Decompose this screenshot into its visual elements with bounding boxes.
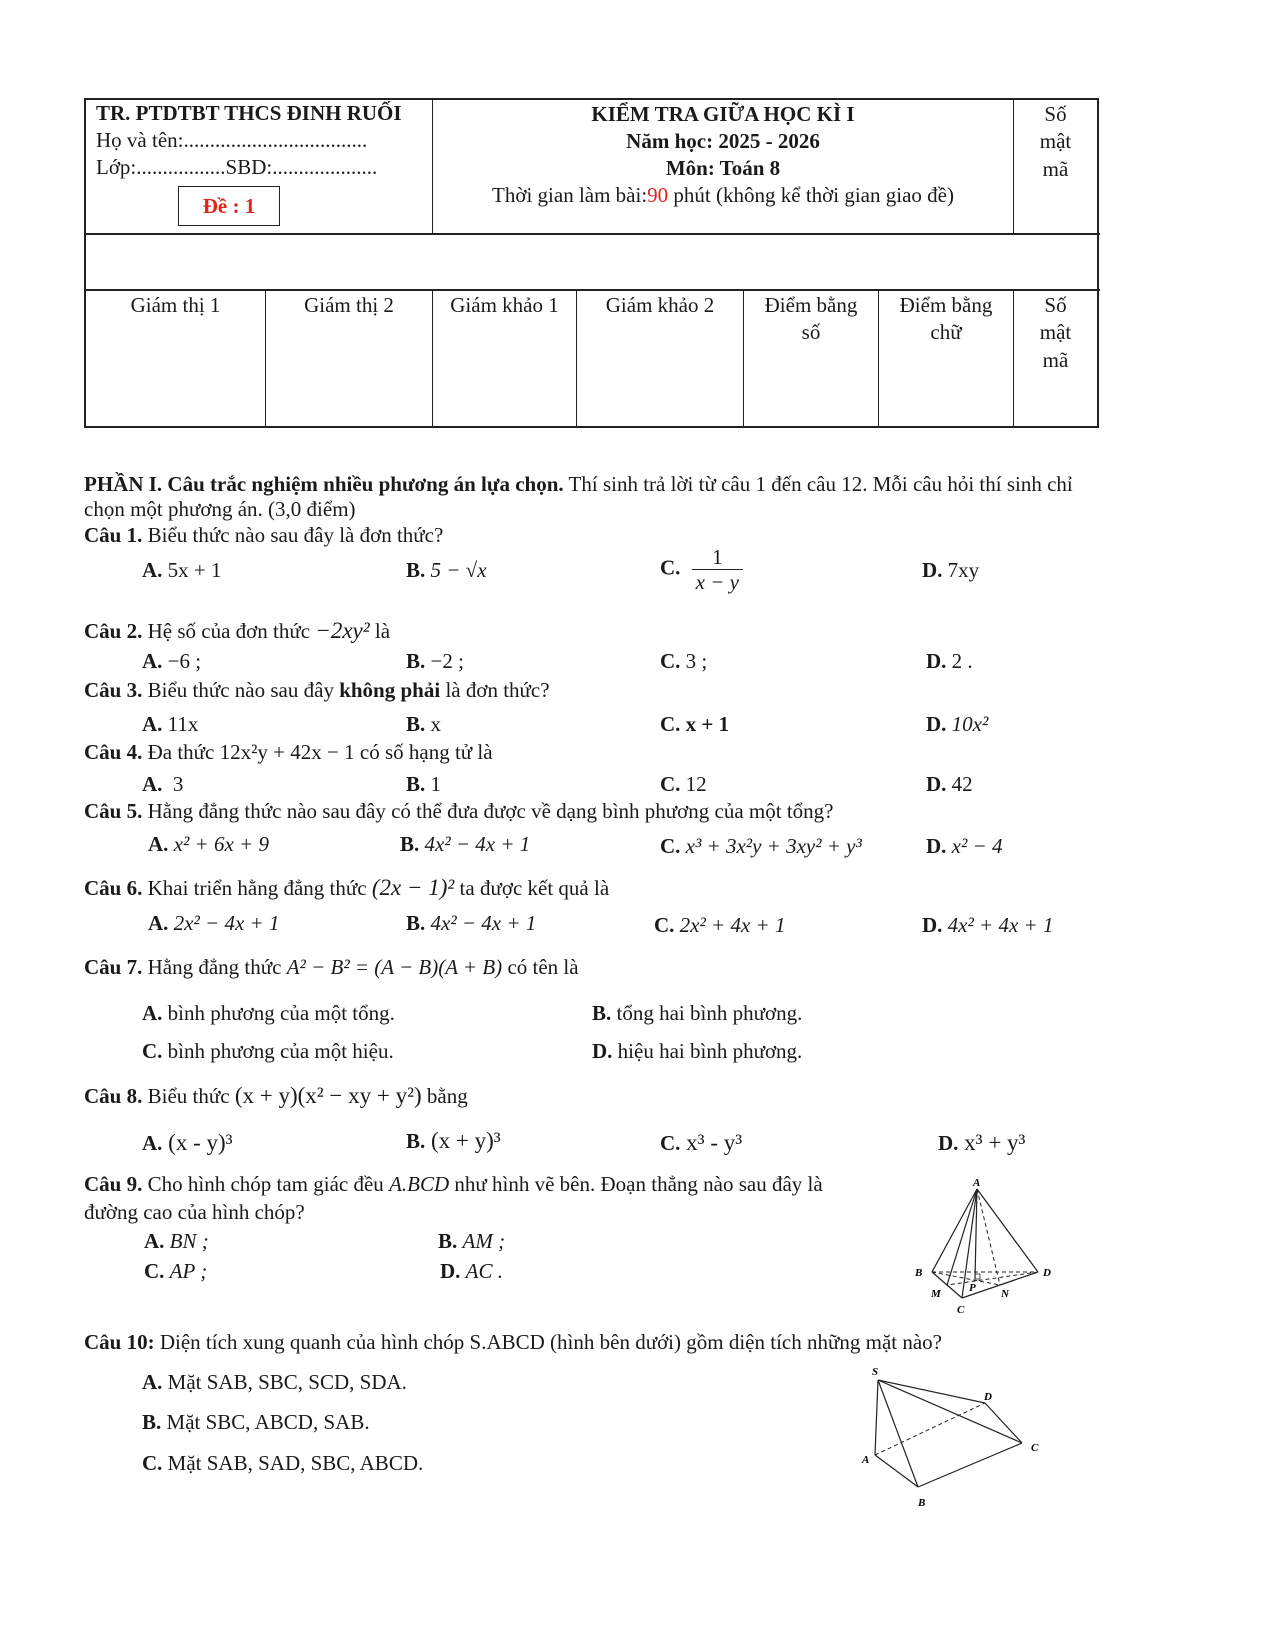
q5-option-b: B. 4x² − 4x + 1	[400, 832, 531, 856]
q5-option-d: D. x² − 4	[926, 834, 1003, 858]
q8-stem: Câu 8. Biểu thức (x + y)(x² − xy + y²) bằng	[84, 1083, 468, 1108]
score-words-col: Điểm bằng chữ	[899, 293, 993, 345]
q9-option-d: D. AC .	[440, 1259, 504, 1283]
q10-option-b: B. Mặt SBC, ABCD, SAB.	[142, 1410, 370, 1434]
q5-option-c: C. x³ + 3x²y + 3xy² + y³	[660, 834, 862, 858]
q6-option-b: B. 4x² − 4x + 1	[406, 911, 537, 935]
q10-option-a: A. Mặt SAB, SBC, SCD, SDA.	[142, 1370, 407, 1394]
score-number-col: Điểm bằng số	[764, 293, 858, 345]
q3-option-b: B. x	[406, 712, 442, 736]
q6-option-c: C. 2x² + 4x + 1	[654, 913, 786, 937]
q4-option-d: D. 42	[926, 772, 973, 796]
q4-stem: Câu 4. Đa thức 12x²y + 42x − 1 có số hạng tử là	[84, 740, 493, 764]
grader-col-2: Giám thị 2	[304, 293, 394, 317]
tetra-label-b: B	[915, 1267, 923, 1279]
q7-stem: Câu 7. Hằng đẳng thức A² − B² = (A − B)(A + B) có tên là	[84, 955, 579, 979]
class-sbd-line: Lớp:.................SBD:....................	[96, 155, 378, 179]
time-allowed: Thời gian làm bài:90 phút (không kể thời gian giao đề)	[492, 183, 954, 207]
q3-option-d: D. 10x²	[926, 712, 989, 736]
q1-option-d: D. 7xy	[922, 558, 980, 582]
q2-option-d: D. 2 .	[926, 649, 973, 673]
school-year: Năm học: 2025 - 2026	[626, 129, 820, 153]
pyramid-figure	[850, 1360, 1060, 1510]
grader-col-3: Giám khảo 1	[450, 293, 559, 317]
exam-code-box: Đề : 1	[178, 186, 280, 226]
school-name: TR. PTDTBT THCS ĐINH RUỐI	[96, 101, 402, 125]
exam-title: KIỂM TRA GIỮA HỌC KÌ I	[591, 102, 855, 126]
q5-stem: Câu 5. Hằng đẳng thức nào sau đây có thể đưa được về dạng bình phương của một tổng?	[84, 799, 834, 823]
q9-stem: Câu 9. Cho hình chóp tam giác đều A.BCD như hình vẽ bên. Đoạn thẳng nào sau đây là	[84, 1172, 823, 1196]
q9-stem-line2: đường cao của hình chóp?	[84, 1200, 305, 1224]
q6-stem: Câu 6. Khai triển hằng đẳng thức (2x − 1)² ta được kết quả là	[84, 875, 610, 900]
tetra-label-d: D	[1043, 1267, 1051, 1279]
q9-option-b: B. AM ;	[438, 1229, 506, 1253]
pyramid-label-d: D	[984, 1391, 992, 1403]
q2-stem: Câu 2. Hệ số của đơn thức −2xy² là	[84, 618, 391, 643]
tetrahedron-figure	[905, 1175, 1065, 1325]
q8-option-d: D. x³ + y³	[938, 1130, 1026, 1155]
q7-option-d: D. hiệu hai bình phương.	[592, 1039, 803, 1063]
q9-option-a: A. BN ;	[144, 1229, 209, 1253]
tetra-label-c: C	[957, 1304, 965, 1316]
q1-option-b: B. 5 − √x	[406, 558, 487, 582]
q8-option-c: C. x³ - y³	[660, 1130, 743, 1155]
q6-option-a: A. 2x² − 4x + 1	[148, 911, 280, 935]
q8-option-a: A. (x - y)³	[142, 1130, 233, 1155]
part1-heading: PHẦN I. Câu trắc nghiệm nhiều phương án lựa chọn. Thí sinh trả lời từ câu 1 đến câu 12. Mỗi câu hỏi thí sinh chỉ	[84, 472, 1073, 496]
grader-col-1: Giám thị 1	[130, 293, 221, 317]
q10-option-c: C. Mặt SAB, SAD, SBC, ABCD.	[142, 1451, 424, 1475]
part1-desc: chọn một phương án. (3,0 điểm)	[84, 497, 356, 521]
q4-option-c: C. 12	[660, 772, 707, 796]
q8-option-b: B. (x + y)³	[406, 1128, 501, 1153]
q7-option-a: A. bình phương của một tổng.	[142, 1001, 395, 1025]
tetra-label-n: N	[1001, 1288, 1009, 1300]
q4-option-b: B. 1	[406, 772, 442, 796]
grader-col-4: Giám khảo 2	[605, 293, 715, 317]
q3-stem: Câu 3. Biểu thức nào sau đây không phải là đơn thức?	[84, 678, 550, 702]
q7-option-c: C. bình phương của một hiệu.	[142, 1039, 394, 1063]
tetra-label-a: A	[973, 1177, 981, 1189]
q2-option-a: A. −6 ;	[142, 649, 202, 673]
q5-option-a: A. x² + 6x + 9	[148, 832, 269, 856]
q2-option-c: C. 3 ;	[660, 649, 708, 673]
tetra-label-m: M	[931, 1288, 941, 1300]
q7-option-b: B. tổng hai bình phương.	[592, 1001, 803, 1025]
pyramid-label-a: A	[862, 1454, 870, 1466]
q2-option-b: B. −2 ;	[406, 649, 464, 673]
q6-option-d: D. 4x² + 4x + 1	[922, 913, 1054, 937]
pyramid-label-c: C	[1031, 1442, 1039, 1454]
q9-option-c: C. AP ;	[144, 1259, 208, 1283]
q1-option-c: C. $\frac{1}{x - y}$	[660, 545, 743, 594]
q1-option-a: A. 5x + 1	[142, 558, 222, 582]
secret-code-col: Số mật mã	[1039, 293, 1072, 372]
tetra-label-p: P	[969, 1282, 976, 1294]
secret-code-header: Số mật mã	[1039, 102, 1072, 181]
subject: Môn: Toán 8	[665, 156, 781, 180]
q4-option-a: A. 3	[142, 772, 184, 796]
q3-option-a: A. 11x	[142, 712, 199, 736]
q10-stem: Câu 10: Diện tích xung quanh của hình chóp S.ABCD (hình bên dưới) gồm diện tích những mặt nào?	[84, 1330, 943, 1354]
student-name-line: Họ và tên:...................................	[96, 128, 368, 152]
pyramid-label-b: B	[918, 1497, 926, 1509]
q3-option-c: C. x + 1	[660, 712, 730, 736]
pyramid-label-s: S	[872, 1366, 879, 1378]
q1-stem: Câu 1. Biểu thức nào sau đây là đơn thức?	[84, 523, 444, 547]
